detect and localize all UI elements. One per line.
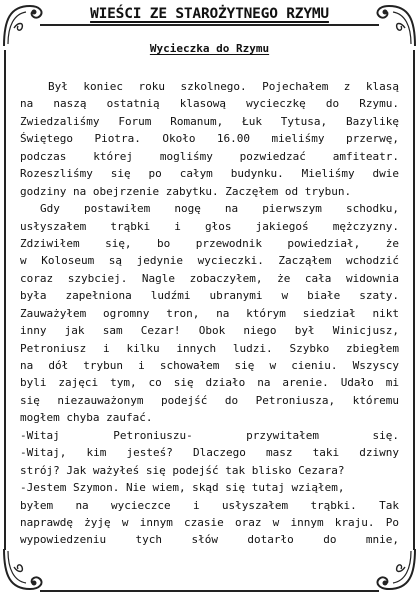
- article-line: strój? Jak ważyłeś się podejść tak blisko Cezara?: [20, 463, 345, 477]
- article-body: [20, 78, 399, 549]
- corner-ornament-bottom-right-icon: [371, 547, 419, 595]
- corner-ornament-bottom-left-icon: [0, 547, 48, 595]
- article-line: Zauważyłem ogromny tron, na którym siedział nikt: [20, 306, 399, 320]
- article-line: Zdziwiłem się, bo przewodnik powiedział, że: [20, 236, 399, 250]
- article-line: Petroniusz i kilku innych ludzi. Szybko zbiegłem: [20, 341, 399, 355]
- article-line: byłem na wycieczce i usłyszałem trąbki. Tak: [20, 498, 399, 512]
- article-line: na naszą ostatnią klasową wycieczkę do Rzymu.: [20, 97, 399, 111]
- frame-top-border: [40, 24, 379, 26]
- article-line: Świętego Piotra. Około 16.00 mieliśmy przerwę,: [20, 132, 399, 146]
- article-line: inny jak sam Cezar! Obok niego był Winicjusz,: [20, 324, 399, 338]
- page-title-text: WIEŚCI ZE STAROŻYTNEGO RZYMU: [90, 6, 329, 22]
- article-line: godziny na obejrzenie zabytku. Zaczęłem od trybun.: [20, 184, 352, 198]
- article-line: na dół trybun i schowałem się w cieniu. Wszyscy: [20, 359, 399, 372]
- article-line: Rozeszliśmy się po całym budynku. Mieliśmy dwie: [20, 167, 399, 181]
- page-title: [0, 6, 419, 22]
- article-line: byli zajęci tym, co się działo na arenie. Udało mi: [20, 376, 399, 390]
- article-subtitle: [0, 42, 419, 55]
- article-line: Zwiedzaliśmy Forum Romanum, Łuk Tytusa, Bazylikę: [20, 114, 399, 128]
- article-line: -Witaj Petroniuszu- przywitałem się.: [20, 428, 399, 442]
- frame-bottom-border: [40, 590, 379, 592]
- article-line: -Witaj, kim jesteś? Dlaczego masz taki dziwny: [20, 446, 399, 460]
- article-line: usłyszałem trąbki i głos jakiegoś mężczyzny.: [20, 219, 399, 233]
- article-line: mogłem chyba zaufać.: [20, 411, 153, 425]
- article-line: była zapełniona ludźmi ubranymi w białe szaty.: [20, 289, 399, 303]
- article-line: w Koloseum są jedynie wycieczki. Zacząłem wchodzić: [20, 254, 399, 268]
- article-line: coraz szybciej. Nagle zobaczyłem, że cała widownia: [20, 271, 399, 285]
- article-line: podczas której mogliśmy pozwiedzać amfiteatr.: [20, 149, 399, 163]
- article-line: Gdy postawiłem nogę na pierwszym schodku,: [40, 202, 399, 216]
- article-line: Był koniec roku szkolnego. Pojechałem z klasą: [48, 80, 399, 93]
- article-subtitle-text: Wycieczka do Rzymu: [149, 42, 270, 55]
- article-line: się niezauważonym podejść do Petroniusza, któremu: [20, 393, 399, 407]
- article-line: naprawdę żyję w innym czasie oraz w innym kraju. Po: [20, 515, 399, 529]
- article-line: -Jestem Szymon. Nie wiem, skąd się tutaj wziąłem,: [20, 481, 345, 495]
- article-line: wypowiedzeniu tych słów dotarło do mnie,: [20, 533, 399, 547]
- frame-left-border: [4, 50, 6, 550]
- frame-right-border: [413, 50, 415, 550]
